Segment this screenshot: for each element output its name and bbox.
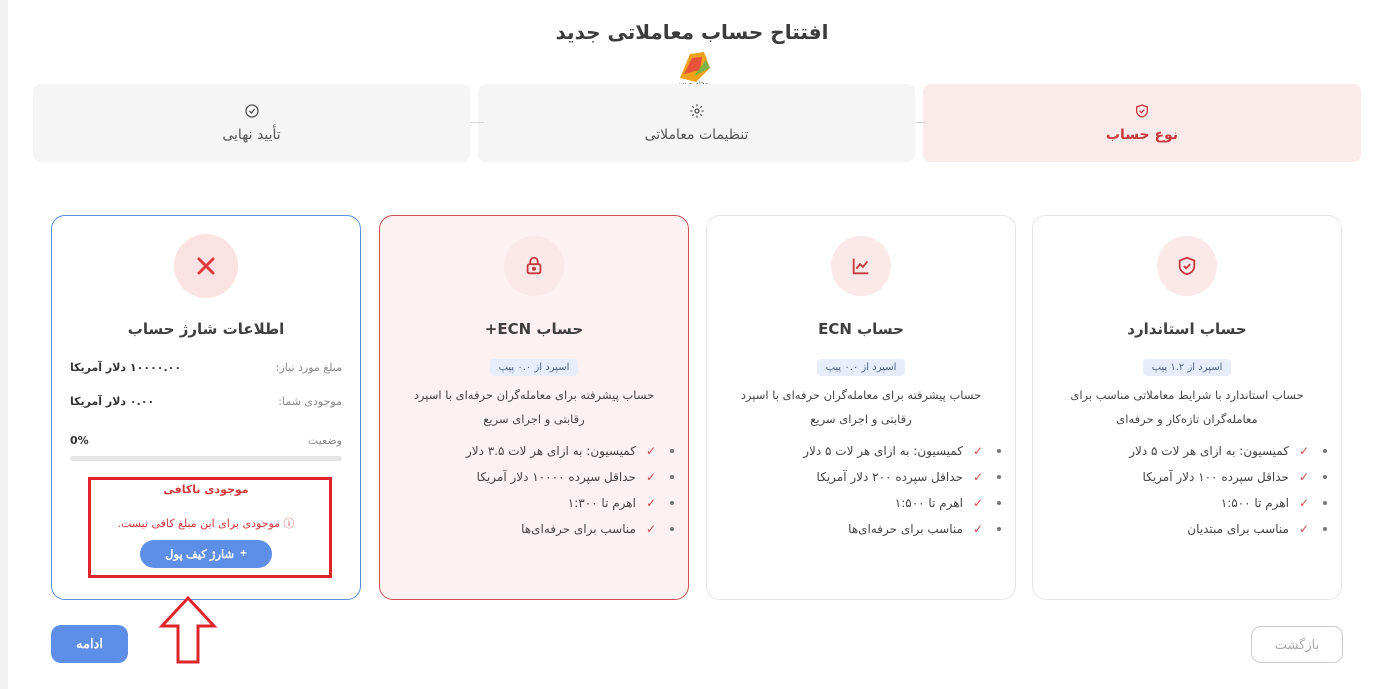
status-label: وضعیت bbox=[307, 434, 342, 447]
check-icon: ✓ bbox=[1298, 470, 1309, 484]
feature-item bbox=[1053, 468, 1327, 486]
alert-circle-icon: ⓘ bbox=[283, 517, 295, 530]
plus-icon: + bbox=[240, 548, 247, 560]
required-amount-row bbox=[70, 361, 342, 374]
feature-text: مناسب برای حرفه‌ای‌ها bbox=[521, 522, 636, 536]
bullet-dot bbox=[670, 501, 674, 505]
feature-text: حداقل سپرده ۱۰۰ دلار آمریکا bbox=[1142, 470, 1289, 484]
card-icon-circle bbox=[174, 234, 238, 298]
feature-item bbox=[400, 442, 674, 460]
feature-list bbox=[1053, 442, 1327, 546]
check-icon: ✓ bbox=[972, 444, 983, 458]
required-amount-label: مبلغ مورد نیاز: bbox=[275, 361, 342, 374]
step-trading-settings[interactable] bbox=[478, 84, 915, 162]
feature-text: حداقل سپرده ۱۰۰۰۰ دلار آمریکا bbox=[476, 470, 636, 484]
step-label: تنظیمات معاملاتی bbox=[644, 127, 749, 143]
balance-value: ۰.۰۰ دلار آمریکا bbox=[70, 395, 155, 408]
card-description: حساب پیشرفته برای معامله‌گران حرفه‌ای با اسپرد رقابتی و اجرای سریع bbox=[740, 388, 982, 426]
feature-list bbox=[727, 442, 1001, 546]
spread-badge-text: اسپرد از ۰.۰ پیپ bbox=[490, 359, 579, 376]
highlight-box bbox=[88, 477, 332, 578]
bullet-dot bbox=[997, 527, 1001, 531]
insufficient-message-text: موجودی برای این مبلغ کافی نیست. bbox=[117, 517, 281, 530]
step-account-type[interactable] bbox=[923, 84, 1361, 162]
feature-item bbox=[727, 494, 1001, 512]
bullet-dot bbox=[997, 475, 1001, 479]
feature-item bbox=[1053, 442, 1327, 460]
check-icon: ✓ bbox=[1298, 522, 1309, 536]
page-title: افتتاح حساب معاملاتی جدید bbox=[555, 20, 829, 44]
check-icon: ✓ bbox=[645, 470, 656, 484]
shield-check-icon bbox=[1176, 255, 1198, 277]
spread-badge bbox=[380, 355, 688, 376]
bullet-dot bbox=[1323, 475, 1327, 479]
arrow-up-annotation-icon bbox=[158, 596, 218, 666]
bullet-dot bbox=[670, 527, 674, 531]
required-amount-value: ۱۰۰۰۰.۰۰ دلار آمریکا bbox=[70, 361, 182, 374]
left-edge-strip bbox=[0, 0, 8, 689]
spread-badge bbox=[707, 355, 1015, 376]
feature-text: کمیسیون: به ازای هر لات ۵ دلار bbox=[803, 444, 963, 458]
card-title: حساب استاندارد bbox=[1127, 320, 1247, 338]
chart-line-icon bbox=[850, 255, 872, 277]
spread-badge-text: اسپرد از ۱.۲ پیپ bbox=[1143, 359, 1232, 376]
feature-item bbox=[727, 520, 1001, 538]
check-icon: ✓ bbox=[972, 470, 983, 484]
status-row bbox=[70, 434, 342, 447]
check-icon: ✓ bbox=[972, 522, 983, 536]
feature-item bbox=[400, 494, 674, 512]
feature-item bbox=[400, 520, 674, 538]
charge-wallet-label: شارژ کیف پول bbox=[165, 549, 235, 561]
bullet-dot bbox=[1323, 527, 1327, 531]
feature-item bbox=[727, 468, 1001, 486]
check-circle-icon bbox=[244, 103, 260, 119]
spread-badge bbox=[1033, 355, 1341, 376]
card-icon-circle bbox=[1157, 236, 1217, 296]
feature-item bbox=[727, 442, 1001, 460]
balance-row bbox=[70, 395, 342, 408]
bullet-dot bbox=[1323, 449, 1327, 453]
check-icon: ✓ bbox=[1298, 496, 1309, 510]
feature-text: کمیسیون: به ازای هر لات ۵ دلار bbox=[1129, 444, 1289, 458]
feature-text: اهرم تا ۱:۵۰۰ bbox=[894, 496, 963, 510]
card-ecn-plus-account[interactable] bbox=[379, 215, 689, 600]
lock-icon bbox=[523, 255, 545, 277]
bullet-dot bbox=[997, 501, 1001, 505]
check-icon: ✓ bbox=[645, 522, 656, 536]
feature-text: مناسب برای مبتدیان bbox=[1187, 522, 1289, 536]
step-label: تأیید نهایی bbox=[222, 127, 281, 143]
card-description: حساب استاندارد با شرایط معاملاتی مناسب برای معامله‌گران تازه‌کار و حرفه‌ای bbox=[1070, 388, 1304, 426]
feature-text: حداقل سپرده ۲۰۰ دلار آمریکا bbox=[816, 470, 963, 484]
spread-badge-text: اسپرد از ۰.۰ پیپ bbox=[817, 359, 906, 376]
feature-item bbox=[1053, 520, 1327, 538]
balance-progress-bar bbox=[70, 456, 342, 461]
step-connector bbox=[470, 122, 484, 123]
feature-item bbox=[1053, 494, 1327, 512]
card-ecn-account[interactable] bbox=[706, 215, 1016, 600]
feature-item bbox=[400, 468, 674, 486]
bullet-dot bbox=[1323, 501, 1327, 505]
bullet-dot bbox=[670, 475, 674, 479]
card-title: حساب ECN bbox=[818, 320, 904, 338]
feature-list bbox=[400, 442, 674, 546]
card-standard-account[interactable] bbox=[1032, 215, 1342, 600]
gear-icon bbox=[689, 103, 705, 119]
check-icon: ✓ bbox=[645, 496, 656, 510]
check-icon: ✓ bbox=[1298, 444, 1309, 458]
status-value: 0% bbox=[70, 434, 89, 447]
feature-text: مناسب برای حرفه‌ای‌ها bbox=[848, 522, 963, 536]
feature-text: کمیسیون: به ازای هر لات ۳.۵ دلار bbox=[465, 444, 636, 458]
back-button[interactable]: بازگشت bbox=[1251, 626, 1343, 663]
bullet-dot bbox=[670, 449, 674, 453]
close-icon bbox=[194, 254, 218, 278]
card-title: حساب ECN+ bbox=[484, 320, 584, 338]
step-label: نوع حساب bbox=[1105, 127, 1179, 143]
feature-text: اهرم تا ۱:۳۰۰ bbox=[567, 496, 636, 510]
shield-check-icon bbox=[1134, 103, 1150, 119]
check-icon: ✓ bbox=[972, 496, 983, 510]
card-description: حساب پیشرفته برای معامله‌گران حرفه‌ای با اسپرد رقابتی و اجرای سریع bbox=[413, 388, 655, 426]
continue-button[interactable]: ادامه bbox=[51, 625, 128, 663]
check-icon: ✓ bbox=[645, 444, 656, 458]
insufficient-title: موجودی ناکافی bbox=[163, 483, 249, 496]
card-icon-circle bbox=[831, 236, 891, 296]
step-final-confirm[interactable] bbox=[33, 84, 470, 162]
bullet-dot bbox=[997, 449, 1001, 453]
feature-text: اهرم تا ۱:۵۰۰ bbox=[1220, 496, 1289, 510]
card-title: اطلاعات شارژ حساب bbox=[127, 320, 285, 338]
balance-label: موجودی شما: bbox=[278, 395, 342, 408]
card-icon-circle bbox=[504, 236, 564, 296]
